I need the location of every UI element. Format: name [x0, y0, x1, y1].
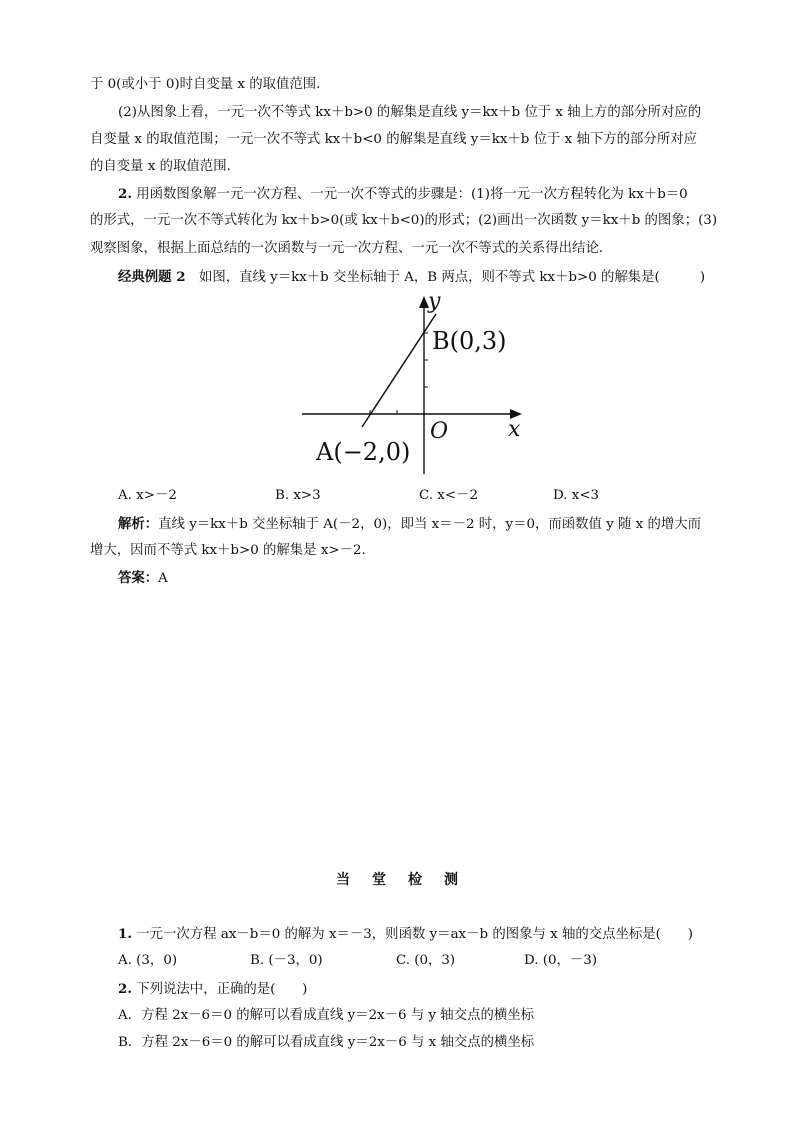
point-b-label: B(0,3) [432, 327, 507, 355]
check-question-2 [118, 980, 307, 999]
option-c[interactable]: C. x<－2 [419, 488, 478, 503]
analysis-label: 解析： [118, 516, 159, 532]
question-number: 2. [118, 981, 132, 997]
q1-option-b[interactable]: B. (－3，0) [250, 953, 323, 968]
text-line: 自变量 x 的取值范围；一元一次不等式 kx＋b<0 的解集是直线 y＝kx＋b 位于 x 轴下方的部分所对应 [90, 132, 697, 147]
text-line: 的形式，一元一次不等式转化为 kx＋b>0(或 kx＋b<0)的形式；(2)画出一次函数 y＝kx＋b 的图象；(3) [90, 213, 718, 228]
question-number: 1. [118, 926, 132, 942]
q2-option-b[interactable]: B．方程 2x－6＝0 的解可以看成直线 y＝2x－6 与 x 轴交点的横坐标 [118, 1035, 535, 1050]
question-text: 一元一次方程 ax－b＝0 的解为 x＝－3，则函数 y＝ax－b 的图象与 x 轴的交点坐标是( ) [136, 927, 693, 942]
step-text: 用函数图象解一元一次方程、一元一次不等式的步骤是：(1)将一元一次方程转化为 kx＋b＝0 [136, 187, 688, 202]
section-title: 当堂检测 [336, 872, 480, 888]
text-line: 的自变量 x 的取值范围． [90, 159, 240, 174]
step-number: 2. [118, 186, 132, 202]
point-a-label: A(−2,0) [316, 438, 411, 466]
option-b[interactable]: B. x>3 [275, 488, 321, 503]
origin-label: O [430, 419, 449, 444]
analysis-line [118, 515, 701, 534]
q1-option-a[interactable]: A. (3，0) [118, 953, 178, 968]
analysis-line: 增大，因而不等式 kx＋b>0 的解集是 x>－2. [90, 543, 366, 558]
option-d[interactable]: D. x<3 [553, 488, 600, 503]
coordinate-graph [298, 286, 538, 484]
q1-option-d[interactable]: D. (0，－3) [524, 953, 598, 968]
option-a[interactable]: A. x>－2 [118, 488, 177, 503]
question-text: 如图，直线 y＝kx＋b 交坐标轴于 A，B 两点，则不等式 kx＋b>0 的解集是( ) [198, 270, 706, 285]
q2-option-a[interactable]: A．方程 2x－6＝0 的解可以看成直线 y＝2x－6 与 y 轴交点的横坐标 [118, 1008, 535, 1023]
text-line: 于 0(或小于 0)时自变量 x 的取值范围． [90, 77, 330, 92]
answer-value: A [158, 571, 168, 586]
example-question [118, 268, 705, 287]
check-question-1 [118, 925, 693, 944]
question-text: 下列说法中，正确的是( ) [136, 982, 308, 997]
analysis-text: 直线 y＝kx＋b 交坐标轴于 A(－2，0)，即当 x＝－2 时，y＝0，而函数值 y 随 x 的增大而 [158, 517, 702, 532]
answer-label: 答案： [118, 570, 159, 586]
example-label: 经典例题 2 [118, 269, 186, 285]
q1-option-c[interactable]: C. (0，3) [396, 953, 456, 968]
text-line: 观察图象，根据上面总结的一次函数与一元一次方程、一元一次不等式的关系得出结论． [90, 241, 613, 256]
answer-line [118, 569, 168, 588]
step2-line [118, 185, 688, 204]
text-line: (2)从图象上看，一元一次不等式 kx＋b>0 的解集是直线 y＝kx＋b 位于 x 轴上方的部分所对应的 [118, 105, 702, 120]
x-axis-label: x [508, 417, 521, 442]
function-line [362, 314, 436, 427]
y-axis-label: y [428, 289, 441, 314]
